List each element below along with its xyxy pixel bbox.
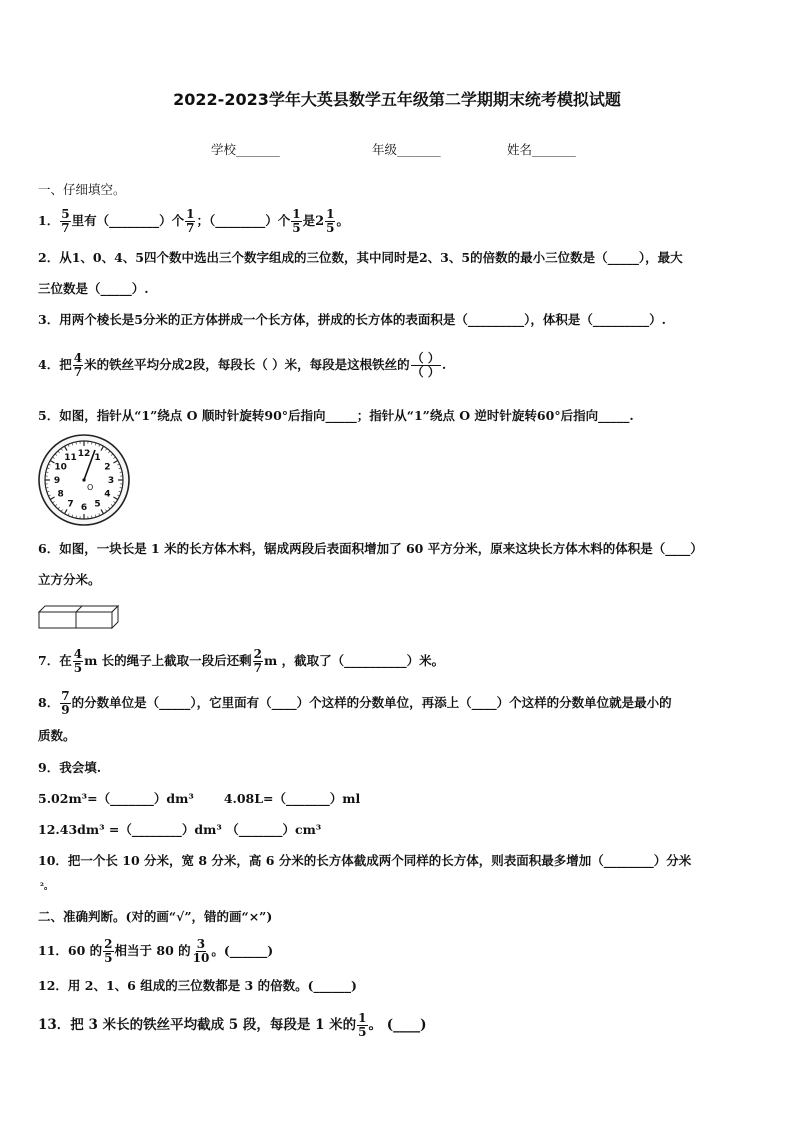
clock-number: 1 [94, 452, 101, 463]
clock-number: 2 [104, 462, 111, 473]
school-field: 学校_______ [211, 142, 280, 157]
question-2-line-1: 2．从1、0、4、5四个数中选出三个数字组成的三位数，其中同时是2、3、5的倍数的最小三位数是（_____），最大 [38, 250, 683, 265]
fraction: $\frac{7}{9}$ [61, 689, 70, 717]
clock-number: 9 [53, 476, 61, 487]
wood-block-figure [38, 605, 120, 629]
fraction: $\frac{2}{5}$ [104, 937, 113, 965]
clock-number: 6 [80, 503, 88, 514]
question-8-line-2: 质数。 [38, 728, 76, 743]
question-11: 11．60 的 $\frac{2}{5}$ 相当于 80 的 $\frac{3}{10}$ 。(______) [38, 937, 274, 965]
clock-number: 12 [77, 449, 91, 460]
fraction: $\frac{4}{7}$ [73, 351, 83, 379]
question-9-row-1: 5.02m³=（_______）dm³ 4.08L=（_______）ml [38, 791, 361, 806]
fraction: $\frac{1}{7}$ [186, 207, 195, 235]
question-9-row-2: 12.43dm³ =（________）dm³ （_______）cm³ [38, 822, 322, 837]
question-4: 4．把 $\frac{4}{7}$ 米的铁丝平均分成2段，每段长（ ）米，每段是这根铁丝的 $\frac{( )}{( )}$ . [38, 351, 447, 379]
clock-number: 8 [57, 489, 64, 500]
fraction: $\frac{1}{5}$ [358, 1011, 367, 1039]
name-field: 姓名_______ [507, 142, 576, 157]
question-9-heading: 9．我会填. [38, 760, 102, 775]
fraction: $\frac{1}{5}$ [326, 207, 335, 235]
fraction: $\frac{3}{10}$ [192, 937, 210, 965]
question-6-line-1: 6．如图，一块长是 1 米的长方体木料，锯成两段后表面积增加了 60 平方分米，原来这块长方体木料的体积是（____） [38, 541, 703, 556]
question-3: 3．用两个棱长是5分米的正方体拼成一个长方体，拼成的长方体的表面积是（_________），体积是（_________）. [38, 312, 666, 327]
clock-number: 3 [107, 476, 115, 487]
fraction: $\frac{4}{5}$ [73, 647, 83, 675]
fraction: $\frac{1}{5}$ [292, 207, 301, 235]
question-1: 1． $\frac{5}{7}$ 里有（________）个 $\frac{1}{7}$ ；（________）个 $\frac{1}{5}$ 是2 $\frac{1}{5}$ 。 [38, 207, 349, 235]
clock-number: 10 [54, 462, 67, 473]
question-7: 7．在 $\frac{4}{5}$ m 长的绳子上截取一段后还剩 $\frac{2}{7}$ m ，截取了（__________）米。 [38, 647, 445, 675]
question-13: 13．把 3 米长的铁丝平均截成 5 段，每段是 1 米的 $\frac{1}{5}$ 。 (____) [38, 1011, 427, 1039]
grade-field: 年级_______ [372, 142, 441, 157]
section-1-heading: 一、仔细填空。 [38, 182, 126, 197]
section-2-heading: 二、准确判断。(对的画“√”，错的画“×”) [38, 909, 273, 924]
question-10-line-1: 10．把一个长 10 分米，宽 8 分米，高 6 分米的长方体截成两个同样的长方体，则表面积最多增加（________）分米 [38, 853, 692, 868]
question-2-line-2: 三位数是（_____）. [38, 281, 149, 296]
fraction: $\frac{2}{7}$ [253, 647, 263, 675]
question-5: 5．如图，指针从“1”绕点 O 顺时针旋转90°后指向_____；指针从“1”绕点 O 逆时针旋转60°后指向_____. [38, 408, 634, 423]
page-title: 2022-2023学年大英县数学五年级第二学期期末统考模拟试题 [173, 90, 621, 109]
question-8-line-1: 8． $\frac{7}{9}$ 的分数单位是（_____），它里面有（____）个这样的分数单位，再添上（____）个这样的分数单位就是最小的 [38, 689, 672, 717]
question-6-line-2: 立方分米。 [38, 572, 101, 587]
fraction: $\frac{5}{7}$ [61, 207, 70, 235]
clock-figure [37, 433, 131, 527]
clock-number: 11 [64, 452, 77, 463]
clock-number: 5 [94, 499, 101, 510]
question-10-line-2: ²。 [40, 882, 53, 892]
clock-number: 7 [67, 499, 74, 510]
question-12: 12．用 2、1、6 组成的三位数都是 3 的倍数。(______) [38, 978, 357, 993]
clock-number: 4 [104, 489, 111, 500]
blank-fraction: $\frac{( )}{( )}$ [411, 351, 440, 379]
clock-center-label: O [87, 483, 94, 492]
